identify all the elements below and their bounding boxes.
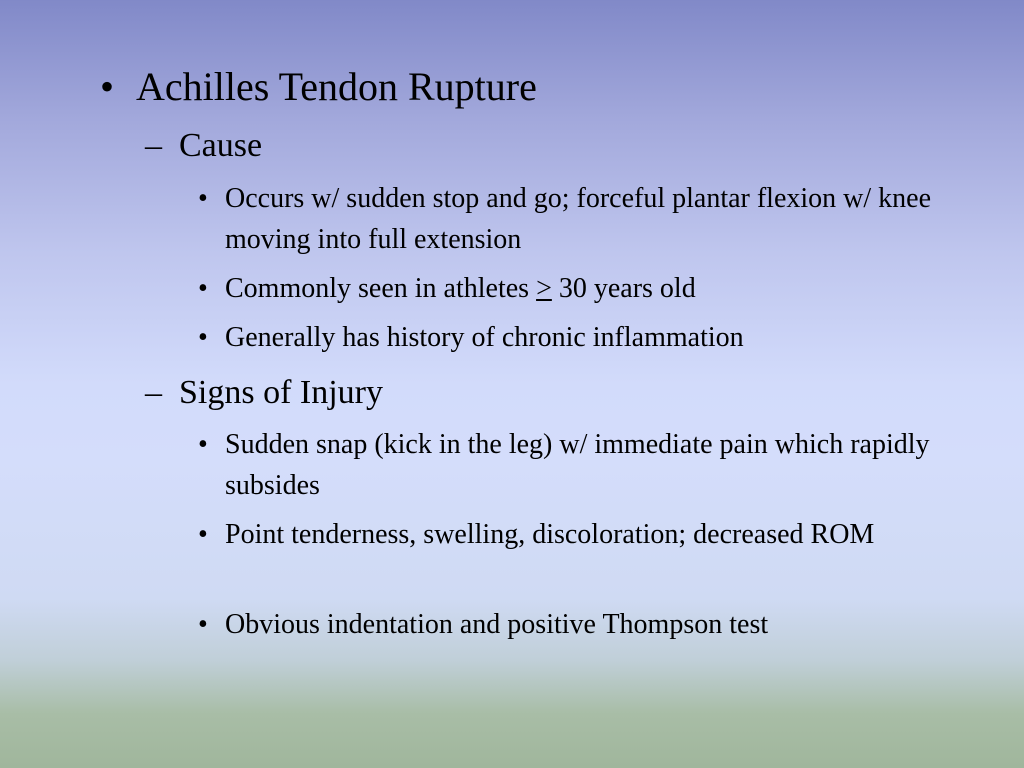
list-item-text-prefix: Commonly seen in athletes [225, 273, 537, 304]
list-item-text: Generally has history of chronic inflammation [225, 322, 744, 353]
list-item [198, 604, 948, 645]
greater-or-equal-symbol: > [536, 273, 552, 304]
section-heading-label: Cause [179, 127, 263, 164]
list-item-text: Occurs w/ sudden stop and go; forceful plantar flexion w/ knee moving into full extension [225, 183, 932, 255]
dash-icon: – [145, 374, 162, 411]
dash-icon: – [145, 127, 162, 164]
slide-title: Achilles Tendon Rupture [136, 64, 537, 109]
list-item-text [225, 268, 948, 309]
list-item [198, 317, 948, 358]
section-heading-label: Signs of Injury [179, 374, 383, 411]
bullet-icon: • [100, 64, 115, 109]
bullet-icon: • [198, 322, 208, 353]
list-item-text: Point tenderness, swelling, discoloration; decreased ROM [225, 519, 875, 550]
bullet-icon: • [198, 183, 208, 214]
bullet-icon: • [198, 519, 208, 550]
bullet-icon: • [198, 429, 208, 460]
list-item-text-suffix: 30 years old [551, 273, 696, 304]
list-item [198, 514, 948, 555]
bullet-icon: • [198, 273, 208, 304]
list-item-text: Obvious indentation and positive Thompson test [225, 609, 769, 640]
list-item [198, 268, 948, 309]
list-item [198, 178, 948, 260]
list-item-text: Sudden snap (kick in the leg) w/ immediate pain which rapidly subsides [225, 429, 930, 501]
bullet-icon: • [198, 609, 208, 640]
list-item [198, 424, 948, 506]
